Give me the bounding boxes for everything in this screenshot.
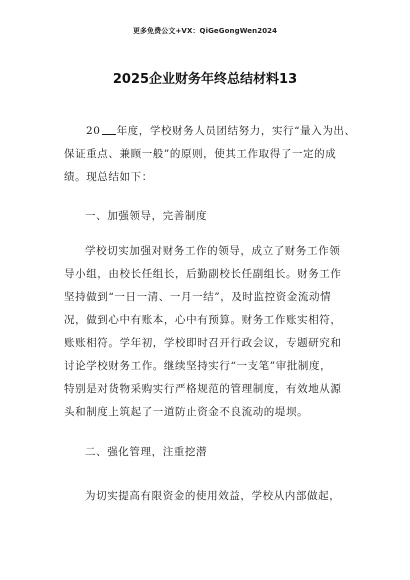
header-note: 更多免费公文+VX：QiGeGongWen2024 (132, 27, 278, 35)
section1-paragraph (64, 240, 354, 424)
intro-paragraph (64, 120, 354, 189)
section1-line: 学校切实加强对财务工作的领导，成立了财务工作领 (85, 245, 341, 257)
section1-line: 导小组，由校长任组长，后勤副校长任副组长。财务工作 (64, 268, 342, 280)
document-title: 2025企业财务年终总结材料13 (112, 72, 298, 87)
section2-heading: 二、强化管理，注重挖潜 (85, 446, 208, 458)
year-blank (102, 124, 116, 135)
section1-line: 坚持做到“一日一清、一月一结”，及时监控资金流动情 (64, 291, 332, 303)
section1-line: 头和制度上筑起了一道防止资金不良流动的堤坝。 (64, 406, 309, 418)
year-prefix: 20 (86, 125, 101, 137)
intro-line-1 (64, 120, 354, 143)
section2-paragraph (64, 485, 354, 508)
section2-line: 为切实提高有限资金的使用效益，学校从内部做起， (85, 490, 341, 502)
section1-heading: 一、加强领导，完善制度 (85, 210, 208, 222)
intro-line-3: 绩。现总结如下： (64, 171, 153, 183)
intro-line-1-text: 年度，学校财务人员团结努力，实行“量入为出、 (116, 125, 356, 137)
section1-line: 讨论学校财务工作。继续坚持实行“一支笔”审批制度， (64, 360, 332, 372)
section1-line: 况，做到心中有账本，心中有预算。财务工作账实相符， (64, 314, 342, 326)
section1-line: 特别是对货物采购实行严格规范的管理制度，有效地从源 (64, 383, 342, 395)
section1-line: 账账相符。学年初，学校即时召开行政会议，专题研究和 (64, 337, 342, 349)
intro-line-2: 保证重点、兼顾一般”的原则，使其工作取得了一定的成 (64, 148, 337, 160)
